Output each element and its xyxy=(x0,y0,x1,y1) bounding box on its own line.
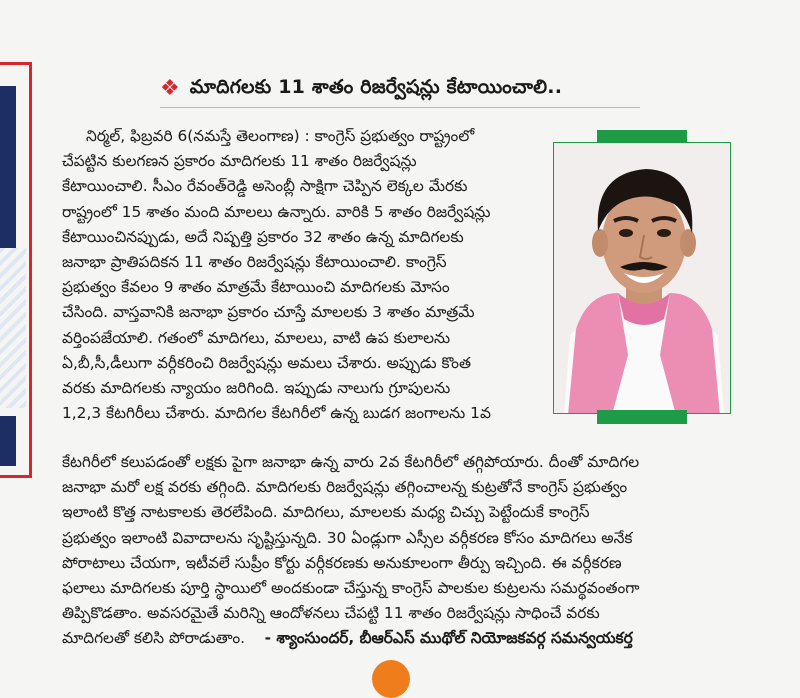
body-line: ఇలాంటి కొత్త నాటకాలకు తెరలేపింది. మాదిగలు, మాలలకు మధ్య చిచ్చు పెట్టేందుకే కాంగ్రెస్ xyxy=(62,503,590,522)
body-line: జనాభా ప్రాతిపదికన 11 శాతం రిజర్వేషన్లు కేటాయించాలి. కాంగ్రెస్ xyxy=(62,252,447,271)
body-line: వర్తింపజేయాలి. గతంలో మాదిగలు, మాలలు, వాటి ఉప కులాలను xyxy=(62,328,451,347)
body-line: ఏ,బీ,సీ,డీలుగా వర్గీకరించి రిజర్వేషన్లు అమలు చేశారు. అప్పుడు కొంత xyxy=(62,353,471,372)
portrait-photo xyxy=(553,142,731,414)
headline-text: మాదిగలకు 11 శాతం రిజర్వేషన్లు కేటాయించాలి.. xyxy=(189,75,563,98)
body-line: చేపట్టిన కులగణన ప్రకారం మాదిగలకు 11 శాతం రిజర్వేషన్లు xyxy=(62,152,417,171)
article-headline xyxy=(160,72,562,106)
body-line: తిప్పికొడతాం. అవసరమైతే మరిన్ని ఆందోళనలు చేపట్టి 11 శాతం రిజర్వేషన్లు సాధించే వరకు xyxy=(62,604,600,623)
page-marker-circle xyxy=(372,660,410,698)
article-body-top xyxy=(62,124,550,426)
body-line: నిర్మల్, ఫిబ్రవరి 6(నమస్తే తెలంగాణ) : కాంగ్రెస్ ప్రభుత్వం రాష్ట్రంలో xyxy=(86,127,475,145)
body-line: రాష్ట్రంలో 15 శాతం మంది మాలలు ఉన్నారు. వారికి 5 శాతం రిజర్వేషన్లు xyxy=(62,202,491,221)
body-line: కేటాయించాలి. సీఎం రేవంత్‌రెడ్డి అసెంబ్లీ సాక్షిగా చెప్పిన లెక్కల మేరకు xyxy=(62,177,468,196)
body-line: చేసింది. వాస్తవానికి జనాభా ప్రకారం చూస్తే మాలలకు 3 శాతం మాత్రమే xyxy=(62,303,475,322)
adjacent-article-edge xyxy=(0,62,38,480)
body-line: ప్రభుత్వం ఇలాంటి వివాదాలను సృష్టిస్తున్నది. 30 ఏండ్లుగా ఎస్సీల వర్గీకరణ కోసం మాదిగలు అనేక xyxy=(62,528,633,547)
body-line: వరకు మాదిగలకు న్యాయం జరిగింది. ఇప్పుడు నాలుగు గ్రూపులను xyxy=(62,378,451,397)
photo-frame xyxy=(553,142,731,414)
body-line: పోరాటాలు చేయగా, ఇటీవలే సుప్రీం కోర్టు వర్గీకరణకు అనుకూలంగా తీర్పు ఇచ్చింది. ఈ వర్గీకరణ xyxy=(62,553,622,572)
author-credit: - శ్యాంసుందర్, బీఆర్ఎస్ ముథోల్ నియోజకవర్గ సమన్వయకర్త xyxy=(264,629,633,648)
body-line: ప్రభుత్వం కేవలం 9 శాతం మాత్రమే కేటాయించి మాదిగలకు మోసం xyxy=(62,278,450,297)
body-line: ఫలాలు మాదిగలకు పూర్తి స్థాయిలో అందకుండా చేస్తున్న కాంగ్రెస్ పాలకుల కుట్రలను సమర్థవంతంగా xyxy=(62,578,640,597)
closing-sentence: మాదిగలతో కలిసి పోరాడుతాం. xyxy=(62,629,246,648)
photo-green-bar-bottom xyxy=(597,410,687,424)
adjacent-navy-block xyxy=(0,86,16,248)
diamond-bullet-icon: ❖ xyxy=(160,76,180,101)
portrait-illustration xyxy=(554,143,731,414)
body-line: కేటగిరీలో కలుపడంతో లక్షకు పైగా జనాభా ఉన్న వారు 2వ కేటగిరీలో తగ్గిపోయారు. దీంతో మాదిగల xyxy=(62,453,640,471)
adjacent-stripe-block xyxy=(0,248,26,408)
article-body-full xyxy=(62,450,734,652)
body-line: కేటాయించినప్పుడు, అదే నిష్పత్తి ప్రకారం 32 శాతం ఉన్న మాదిగలకు xyxy=(62,227,464,246)
adjacent-navy-block-lower xyxy=(0,416,16,466)
body-line: 1,2,3 కేటగిరీలు చేశారు. మాదిగల కేటగిరీలో ఉన్న బుడగ జంగాలను 1వ xyxy=(62,404,491,423)
body-last-line xyxy=(62,626,734,651)
body-line: జనాభా మరో లక్ష వరకు తగ్గింది. మాదిగలకు రిజర్వేషన్లు తగ్గించాలన్న కుట్రతోనే కాంగ్రెస్ ప్రభుత్వం xyxy=(62,478,628,497)
headline-divider xyxy=(160,107,640,108)
